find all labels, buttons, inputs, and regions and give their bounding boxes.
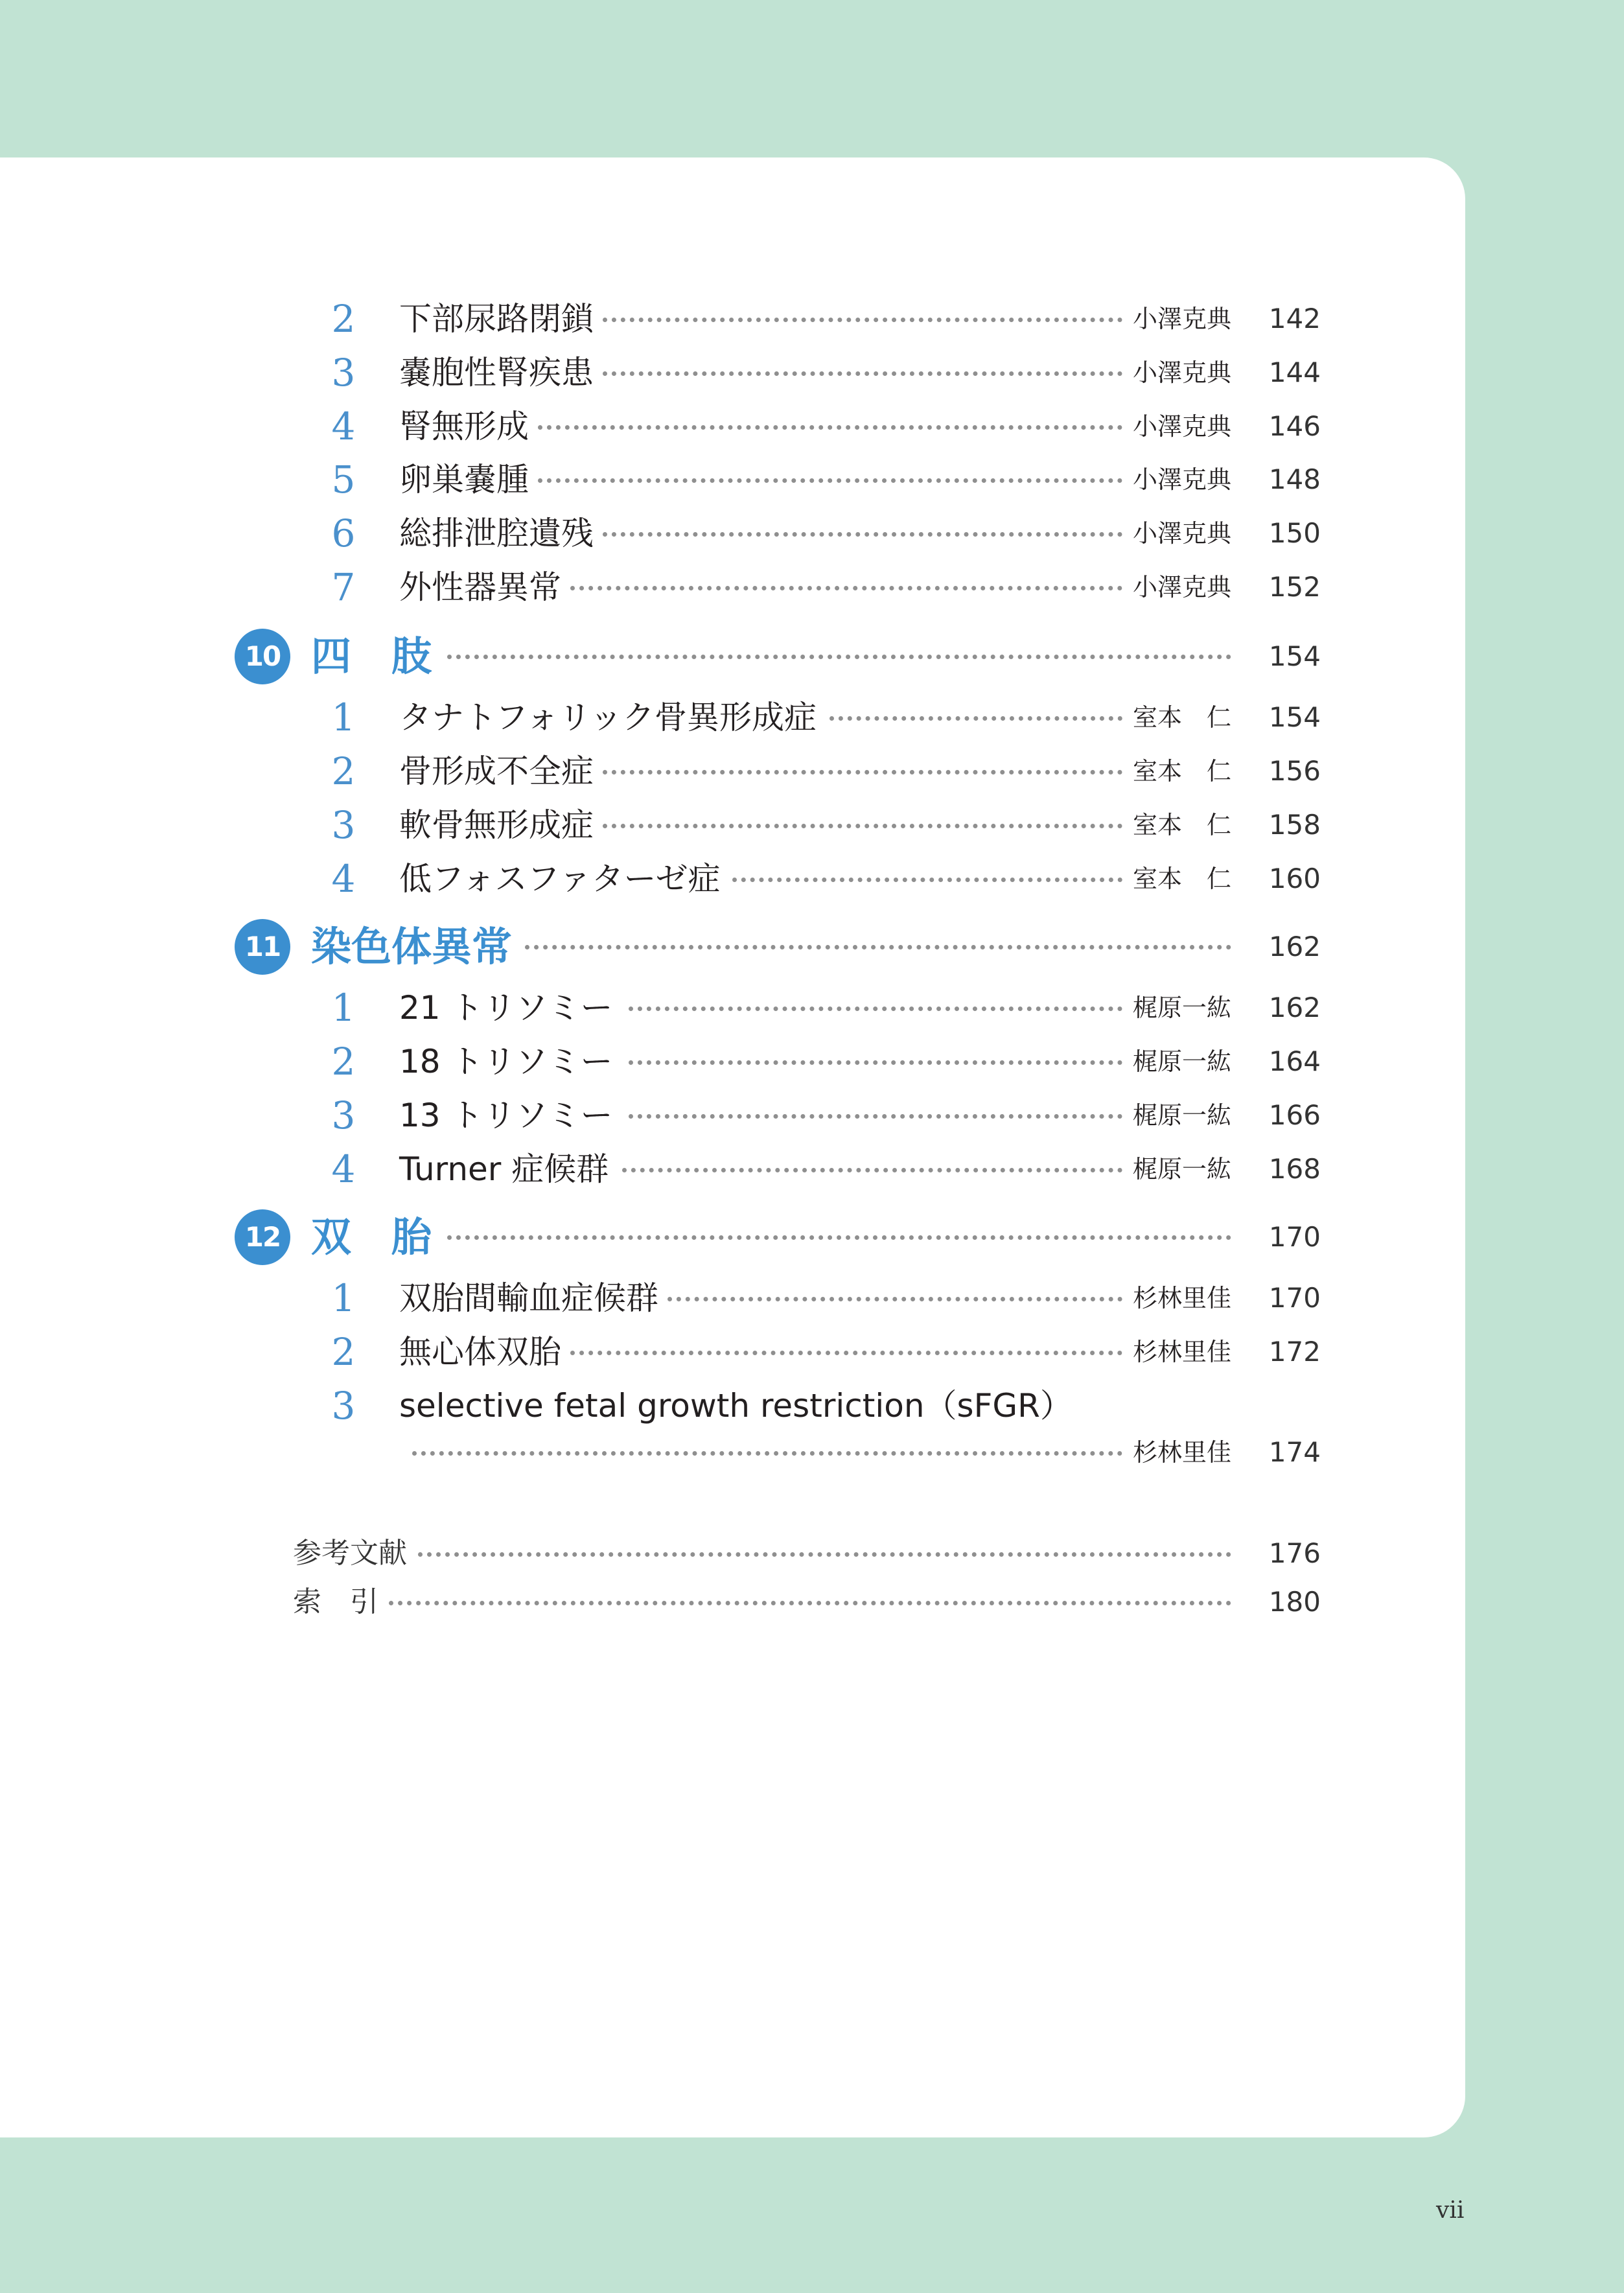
section-title: 無心体双胎 [399,1326,570,1378]
section-author: 小澤克典 [1126,454,1231,506]
dot-leader [732,878,1131,882]
page-number: 174 [1268,1436,1321,1468]
section-title: 双胎間輸血症候群 [399,1272,667,1324]
page-number: 176 [1268,1537,1321,1569]
chapter-heading[interactable] [0,1209,1624,1261]
dot-leader [603,770,1131,774]
page-number: 168 [1268,1153,1321,1185]
section-title: 嚢胞性腎疾患 [399,347,603,399]
section-number: 6 [331,511,356,555]
page-number: 162 [1268,992,1321,1023]
page-number: 172 [1268,1336,1321,1368]
toc-entry[interactable] [0,1326,1624,1378]
toc-entry[interactable] [0,454,1624,506]
section-author: 小澤克典 [1126,507,1231,559]
section-title: 18 トリソミー [399,1036,622,1088]
section-number: 2 [331,1040,356,1084]
section-number: 3 [331,1093,356,1137]
dot-leader [622,1168,1131,1172]
section-title: 外性器異常 [399,561,570,613]
dot-leader [538,478,1131,483]
section-author: 杉林里佳 [1126,1426,1231,1478]
index-title: 索 引 [293,1576,386,1628]
references-title: 参考文献 [293,1528,415,1579]
toc-entry[interactable] [0,1380,1624,1432]
chapter-title: 四 肢 [311,629,441,684]
section-author: 杉林里佳 [1126,1326,1231,1378]
toc-entry[interactable] [0,745,1624,797]
folio-page-number: vii [1436,2197,1465,2224]
page-number: 162 [1268,931,1321,962]
section-number: 2 [331,749,356,793]
page-number: 152 [1268,571,1321,603]
section-author: 小澤克典 [1126,561,1231,613]
page-number: 164 [1268,1045,1321,1077]
section-number: 1 [331,695,356,739]
toc-entry[interactable] [0,1036,1624,1088]
section-author: 小澤克典 [1126,347,1231,399]
toc-entry[interactable] [0,692,1624,743]
dot-leader [629,1060,1131,1065]
dot-leader [538,425,1131,430]
toc-entry[interactable] [0,1272,1624,1324]
section-title: 総排泄腔遺残 [399,507,603,559]
toc-entry[interactable] [0,982,1624,1034]
toc-entry[interactable] [0,561,1624,613]
dot-leader [447,655,1231,659]
section-title: タナトフォリック骨異形成症 [399,692,826,743]
section-title: 卵巣嚢腫 [399,454,538,506]
section-author: 小澤克典 [1126,401,1231,452]
section-author: 梶原一紘 [1126,982,1231,1034]
chapter-title: 染色体異常 [311,919,521,975]
section-number: 5 [331,458,356,502]
section-number: 1 [331,1276,356,1320]
section-number: 2 [331,297,356,341]
section-title: 骨形成不全症 [399,745,603,797]
section-number: 1 [331,986,356,1030]
section-number: 4 [331,1147,356,1191]
chapter-heading[interactable] [0,919,1624,971]
section-author: 梶原一紘 [1126,1089,1231,1141]
section-author: 室本 仁 [1126,692,1231,743]
section-number: 3 [331,1384,356,1428]
toc-entry[interactable] [0,1089,1624,1141]
dot-leader [525,945,1231,949]
section-number: 7 [331,565,356,609]
dot-leader [603,824,1131,828]
dot-leader [418,1552,1231,1557]
toc-entry[interactable] [0,507,1624,559]
chapter-number-badge: 12 [235,1209,290,1265]
section-author: 室本 仁 [1126,745,1231,797]
dot-leader [570,1351,1131,1355]
toc-entry[interactable] [0,347,1624,399]
page-number: 158 [1268,809,1321,841]
toc-entry[interactable] [0,293,1624,345]
page-number: 166 [1268,1099,1321,1131]
chapter-number-badge: 10 [235,629,290,684]
page-number: 154 [1268,640,1321,672]
section-author: 小澤克典 [1126,293,1231,345]
toc-entry-references[interactable] [0,1528,1624,1579]
dot-leader [570,586,1131,590]
dot-leader [447,1235,1231,1240]
section-title: 腎無形成 [399,401,538,452]
section-author: 梶原一紘 [1126,1143,1231,1195]
chapter-number-badge: 11 [235,919,290,975]
dot-leader [603,318,1131,322]
section-number: 4 [331,857,356,901]
dot-leader [412,1451,1131,1456]
page-number: 156 [1268,755,1321,787]
toc-entry[interactable] [0,853,1624,905]
dot-leader [603,371,1131,376]
page-number: 170 [1268,1221,1321,1253]
page-number: 144 [1268,356,1321,388]
dot-leader [829,716,1131,721]
section-author: 梶原一紘 [1126,1036,1231,1088]
page-number: 154 [1268,701,1321,733]
page-number: 180 [1268,1586,1321,1618]
section-title: 下部尿路閉鎖 [399,293,603,345]
toc-entry-continuation[interactable] [0,1426,1624,1478]
page-number: 146 [1268,410,1321,442]
section-title: selective fetal growth restriction（sFGR） [399,1380,1082,1432]
section-number: 2 [331,1330,356,1374]
section-title: 21 トリソミー [399,982,622,1034]
section-number: 3 [331,803,356,847]
toc-entry[interactable] [0,799,1624,851]
dot-leader [603,532,1131,537]
section-author: 杉林里佳 [1126,1272,1231,1324]
dot-leader [389,1601,1231,1605]
section-number: 4 [331,404,356,448]
chapter-heading[interactable] [0,629,1624,681]
dot-leader [667,1297,1131,1301]
section-title: 軟骨無形成症 [399,799,603,851]
page-number: 150 [1268,517,1321,549]
page-number: 142 [1268,303,1321,334]
toc-entry-index[interactable] [0,1576,1624,1628]
toc-entry[interactable] [0,401,1624,452]
section-author: 室本 仁 [1126,799,1231,851]
page-number: 148 [1268,463,1321,495]
toc-entry[interactable] [0,1143,1624,1195]
section-title: Turner 症候群 [399,1143,618,1195]
page-number: 160 [1268,863,1321,894]
section-number: 3 [331,351,356,395]
page-number: 170 [1268,1282,1321,1314]
chapter-title: 双 胎 [311,1209,441,1265]
section-author: 室本 仁 [1126,853,1231,905]
dot-leader [629,1007,1131,1011]
section-title: 低フォスファターゼ症 [399,853,730,905]
section-title: 13 トリソミー [399,1089,622,1141]
dot-leader [629,1114,1131,1119]
